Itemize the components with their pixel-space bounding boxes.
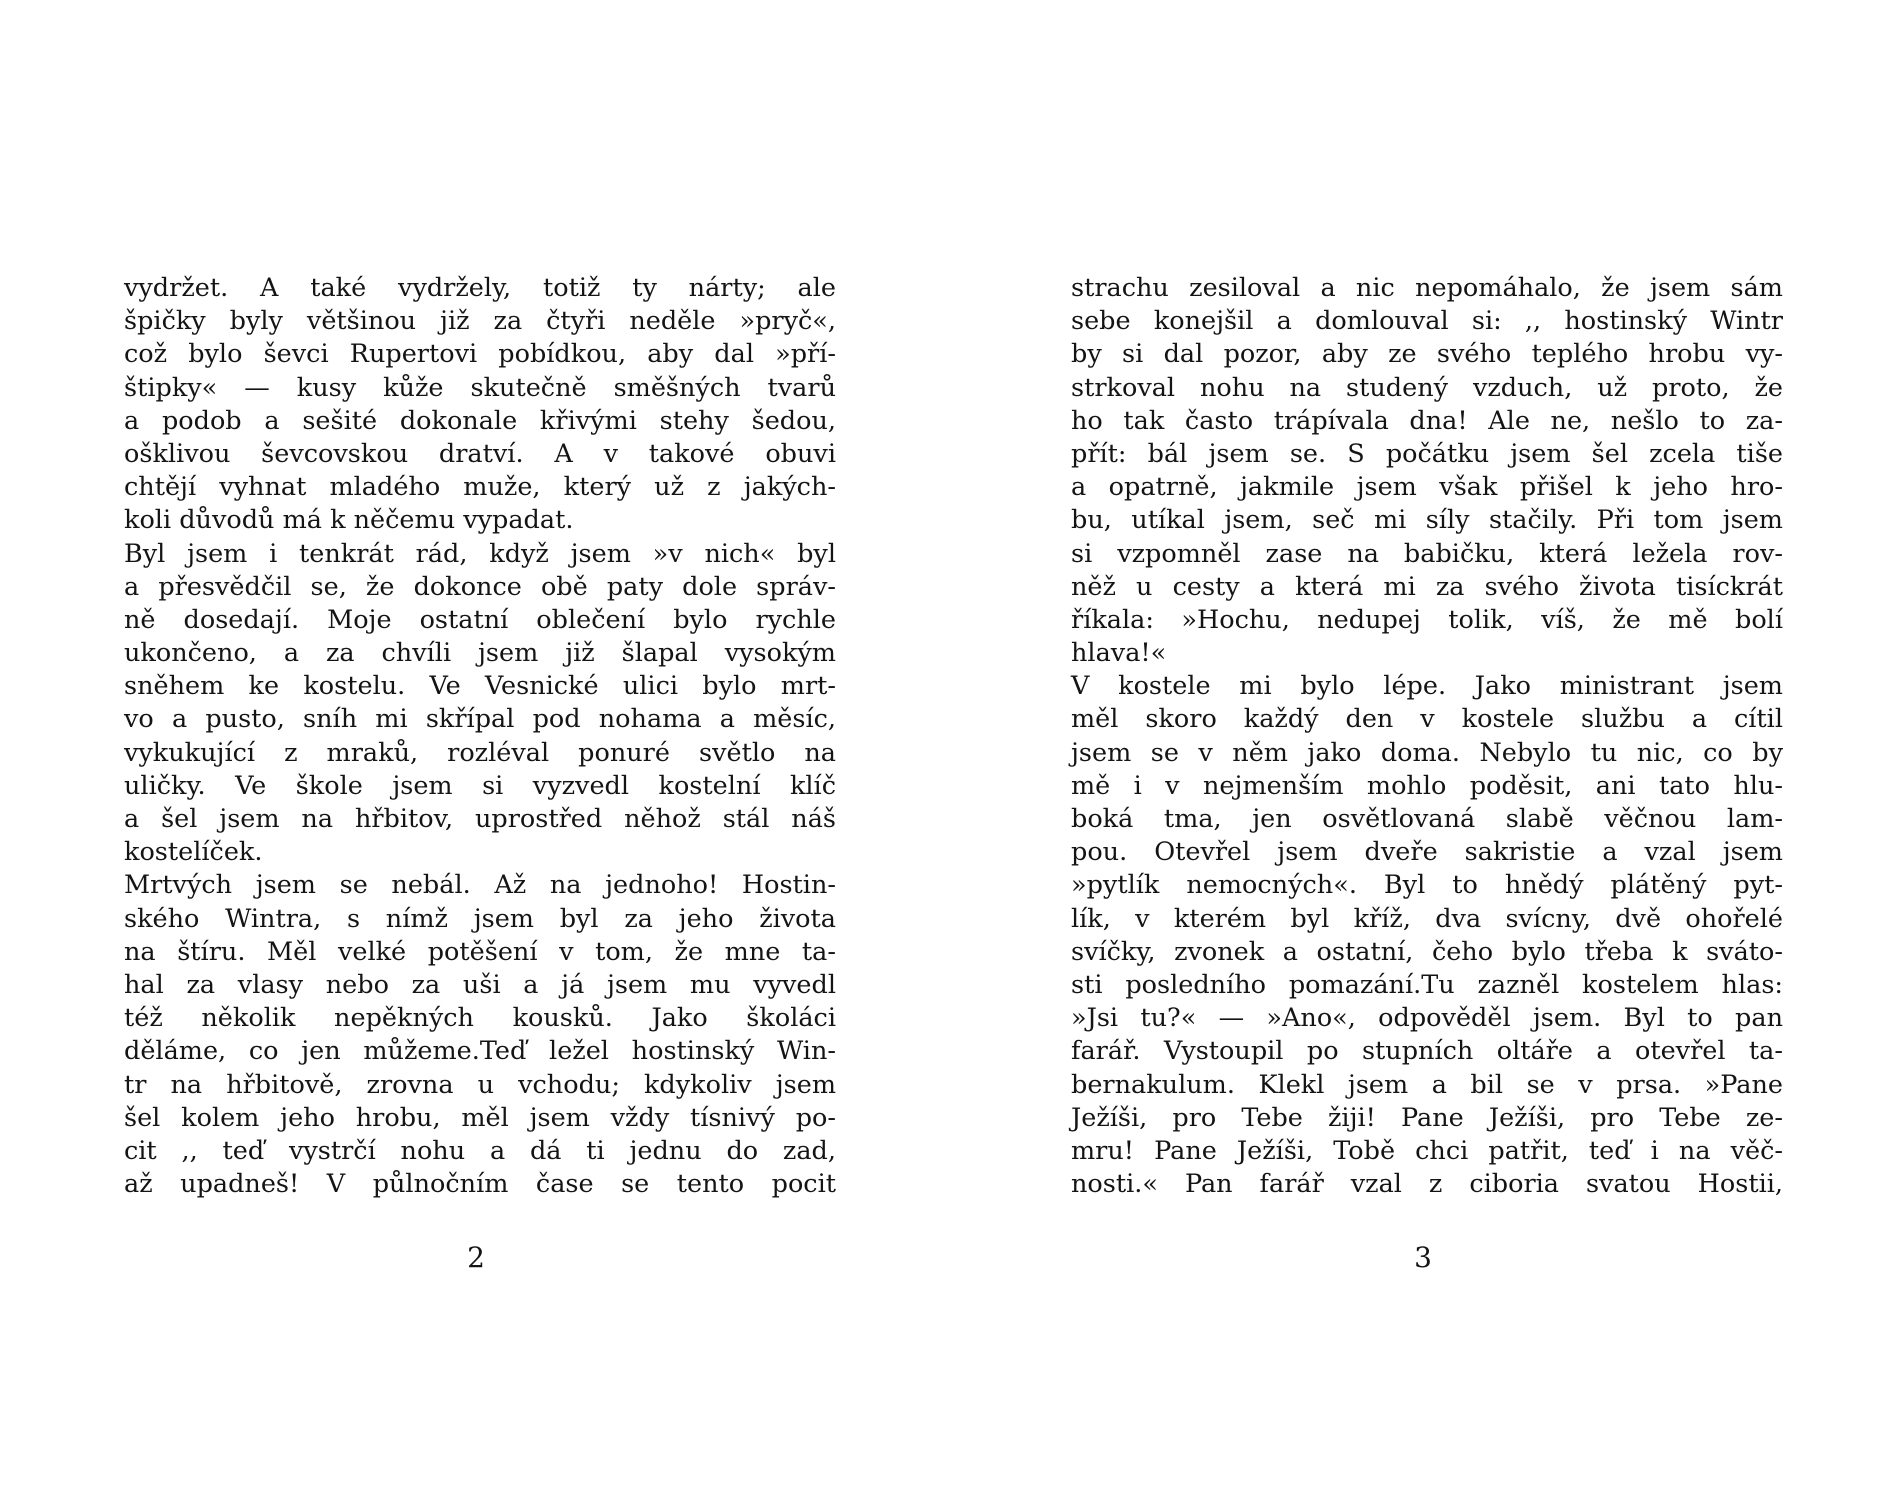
text-line: říkala: »Hochu, nedupej tolik, víš, že mě bolí xyxy=(1071,604,1783,635)
text-line: jsem se v něm jako doma. Nebylo tu nic, co by xyxy=(1071,737,1783,768)
page-number: 2 xyxy=(467,1241,485,1274)
text-line: svíčky, zvonek a ostatní, čeho bylo třeba k sváto- xyxy=(1071,936,1783,967)
text-line: »Jsi tu?« — »Ano«, odpověděl jsem. Byl to pan xyxy=(1071,1003,1783,1034)
text-line: Mrtvých jsem se nebál. Až na jednoho! Hostin- xyxy=(124,870,836,901)
text-line: ně dosedají. Moje ostatní oblečení bylo rychle xyxy=(124,604,836,635)
page-number: 3 xyxy=(1414,1241,1432,1274)
text-line: vo a pusto, sníh mi skřípal pod nohama a měsíc, xyxy=(124,704,836,735)
text-line: strachu zesiloval a nic nepomáhalo, že jsem sám xyxy=(1071,273,1783,303)
text-line: štipky« — kusy kůže skutečně směšných tvarů xyxy=(124,372,836,403)
text-line: ošklivou ševcovskou dratví. A v takové obuvi xyxy=(124,438,836,469)
text-line: a přesvědčil se, že dokonce obě paty dole správ- xyxy=(124,571,836,602)
text-line: šel kolem jeho hrobu, měl jsem vždy tísnivý po- xyxy=(124,1102,836,1133)
text-line: boká tma, jen osvětlovaná slabě věčnou lam- xyxy=(1071,804,1783,834)
text-line: ského Wintra, s nímž jsem byl za jeho života xyxy=(124,903,836,934)
text-line: by si dal pozor, aby ze svého teplého hrobu vy- xyxy=(1071,339,1783,370)
text-line: »pytlík nemocných«. Byl to hnědý plátěný pyt- xyxy=(1071,870,1783,901)
text-line: ukončeno, a za chvíli jsem již šlapal vysokým xyxy=(124,638,836,669)
text-line: uličky. Ve škole jsem si vyzvedl kostelní klíč xyxy=(124,770,836,801)
text-line: hal za vlasy nebo za uši a já jsem mu vyvedl xyxy=(124,969,836,1000)
text-line: přít: bál jsem se. S počátku jsem šel zcela tiše xyxy=(1071,438,1783,469)
text-line: nosti.« Pan farář vzal z ciboria svatou Hostii, xyxy=(1071,1169,1783,1200)
text-line: sněhem ke kostelu. Ve Vesnické ulici bylo mrt- xyxy=(124,671,836,702)
text-line: kostelíček. xyxy=(124,837,263,868)
right-page-text xyxy=(1071,272,1783,1201)
text-line: tr na hřbitově, zrovna u vchodu; kdykoliv jsem xyxy=(124,1069,836,1100)
text-line: sebe konejšil a domlouval si: ,, hostinský Wintr xyxy=(1071,306,1783,337)
text-line: Byl jsem i tenkrát rád, když jsem »v nich« byl xyxy=(124,538,836,569)
text-line: mě i v nejmenším mohlo poděsit, ani tato hlu- xyxy=(1071,770,1783,801)
right-page xyxy=(947,0,1894,1500)
text-line: a šel jsem na hřbitov, uprostřed něhož stál náš xyxy=(124,804,836,834)
text-line: lík, v kterém byl kříž, dva svícny, dvě ohořelé xyxy=(1071,903,1783,934)
text-line: a podob a sešité dokonale křivými stehy šedou, xyxy=(124,405,836,436)
text-line: špičky byly většinou již za čtyři neděle »pryč«, xyxy=(124,306,836,337)
text-line: též několik nepěkných kousků. Jako školáci xyxy=(124,1003,836,1034)
text-line: sti posledního pomazání.Tu zazněl kostelem hlas: xyxy=(1071,969,1783,1000)
text-line: mru! Pane Ježíši, Tobě chci patřit, teď i na věč- xyxy=(1071,1135,1783,1166)
text-line: bu, utíkal jsem, seč mi síly stačily. Při tom jsem xyxy=(1071,505,1783,536)
text-line: ho tak často trápívala dna! Ale ne, nešlo to za- xyxy=(1071,405,1783,436)
text-line: si vzpomněl zase na babičku, která ležela rov- xyxy=(1071,538,1783,569)
text-line: děláme, co jen můžeme.Teď ležel hostinský Win- xyxy=(124,1036,836,1067)
text-line: až upadneš! V půlnočním čase se tento pocit xyxy=(124,1169,836,1200)
text-line: a opatrně, jakmile jsem však přišel k jeho hro- xyxy=(1071,472,1783,503)
text-line: Ježíši, pro Tebe žiji! Pane Ježíši, pro Tebe ze- xyxy=(1071,1102,1783,1133)
text-line: koli důvodů má k něčemu vypadat. xyxy=(124,505,574,536)
text-line: strkoval nohu na studený vzduch, už proto, že xyxy=(1071,372,1783,403)
text-line: na štíru. Měl velké potěšení v tom, že mne ta- xyxy=(124,936,836,967)
text-line: V kostele mi bylo lépe. Jako ministrant jsem xyxy=(1071,671,1783,702)
text-line: měl skoro každý den v kostele službu a cítil xyxy=(1071,704,1783,735)
text-line: něž u cesty a která mi za svého života tisíckrát xyxy=(1071,571,1783,602)
text-line: bernakulum. Klekl jsem a bil se v prsa. »Pane xyxy=(1071,1069,1783,1100)
text-line: vydržet. A také vydržely, totiž ty nárty; ale xyxy=(124,273,836,303)
text-line: hlava!« xyxy=(1071,638,1167,669)
text-line: pou. Otevřel jsem dveře sakristie a vzal jsem xyxy=(1071,837,1783,868)
text-line: farář. Vystoupil po stupních oltáře a otevřel ta- xyxy=(1071,1036,1783,1067)
text-line: chtějí vyhnat mladého muže, který už z jakých- xyxy=(124,472,836,503)
text-line: vykukující z mraků, rozléval ponuré světlo na xyxy=(124,737,836,768)
left-page-text xyxy=(124,272,836,1201)
text-line: cit ,, teď vystrčí nohu a dá ti jednu do zad, xyxy=(124,1135,836,1166)
text-line: což bylo ševci Rupertovi pobídkou, aby dal »pří- xyxy=(124,339,836,370)
